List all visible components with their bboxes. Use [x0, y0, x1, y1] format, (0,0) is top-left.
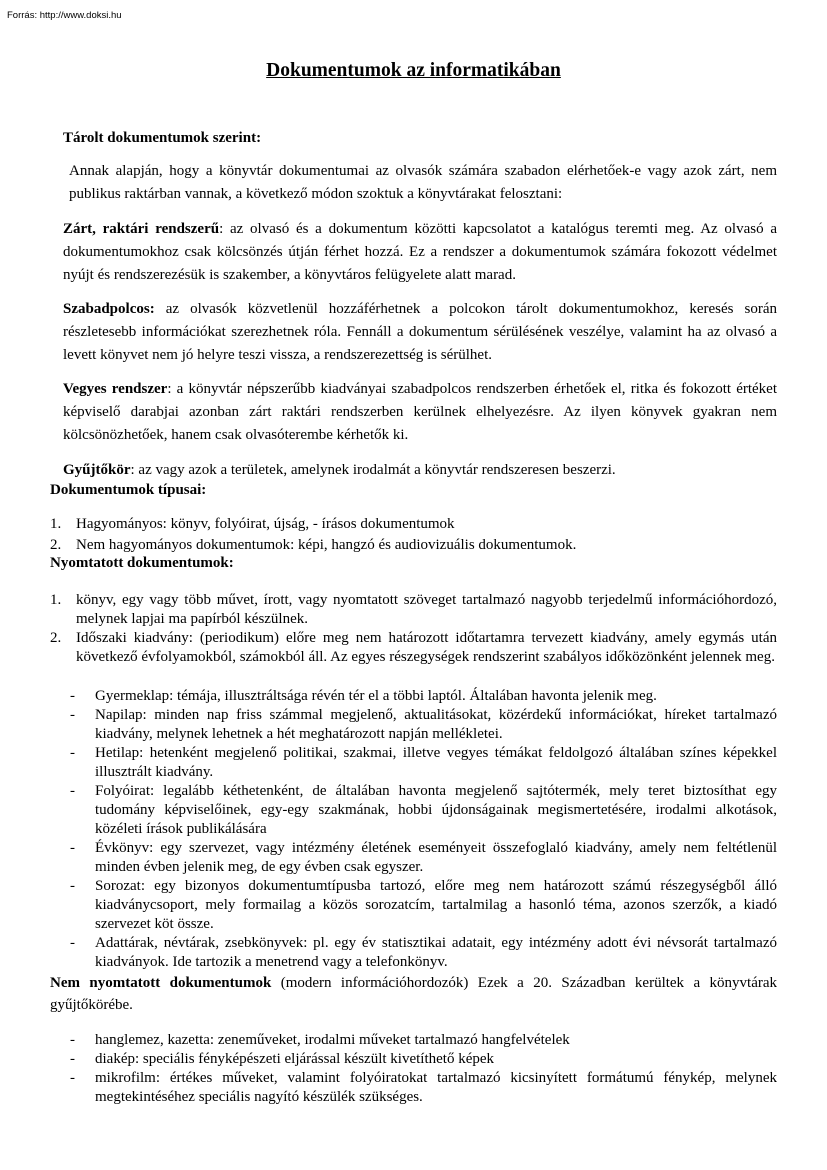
- nonprinted-text: (modern információhordozók) Ezek a 20. Században kerültek a könyvtárak gyűjtőkörébe.: [50, 975, 777, 1013]
- nonprinted-term: Nem nyomtatott dokumentumok: [50, 975, 272, 991]
- printed-heading: Nyomtatott dokumentumok:: [50, 555, 234, 571]
- dash-bullet: -: [70, 707, 75, 723]
- collection-scope-text: : az vagy azok a területek, amelynek irodalmát a könyvtár rendszeresen beszerzi.: [130, 462, 616, 478]
- mixed-system-text: : a könyvtár népszerűbb kiadványai szabadpolcos rendszerben érhetőek el, ritka és fokozott értéket képviselő darabjai azonban zárt raktári rendszerben kerülnek elhelyezésre. Az ilyen könyvek gyakran nem kölcsönözhetőek, hanem csak olvasóterembe kérhetők ki.: [63, 381, 777, 443]
- list-item: [70, 687, 777, 706]
- list-item-text: Folyóirat: legalább kéthetenként, de általában havonta megjelenő sajtótermék, mely teret biztosíthat egy tudomány képviselőinek, egy-egy szakmának, hobbi újdonságainak megismertetésére, irodalmi alkotások, közéleti írások publikálására: [95, 783, 777, 837]
- list-item-text: Hetilap: hetenként megjelenő politikai, szakmai, illetve vegyes témákat feldolgozó általában színes képekkel illusztrált kiadvány.: [95, 745, 777, 780]
- dash-bullet: -: [70, 1051, 75, 1067]
- closed-system-paragraph: [63, 218, 777, 287]
- list-item-text: hanglemez, kazetta: zeneműveket, irodalmi műveket tartalmazó hangfelvételek: [95, 1032, 570, 1048]
- dash-bullet: -: [70, 745, 75, 761]
- printed-list: [50, 591, 777, 667]
- list-item-text: Sorozat: egy bizonyos dokumentumtípusba tartozó, előre meg nem határozott számú részegységből álló kiadványcsoport, mely formailag a közös sorozatcím, tartalmilag a hasonló téma, azonos szerzők, a kiadó szervezet köt össze.: [95, 878, 777, 932]
- list-item: [70, 934, 777, 972]
- list-item-text: Gyermeklap: témája, illusztráltsága révén tér el a többi laptól. Általában havonta jelenik meg.: [95, 688, 657, 704]
- list-item-text: diakép: speciális fényképészeti eljárással készült kivetíthető képek: [95, 1051, 495, 1067]
- list-item-text: Hagyományos: könyv, folyóirat, újság, - írásos dokumentumok: [76, 516, 455, 532]
- closed-system-term: Zárt, raktári rendszerű: [63, 221, 220, 237]
- list-item: [50, 629, 777, 667]
- open-shelf-paragraph: [63, 298, 777, 367]
- dash-bullet: -: [70, 840, 75, 856]
- list-item: [70, 782, 777, 839]
- dash-bullet: -: [70, 935, 75, 951]
- mixed-system-paragraph: [63, 378, 777, 447]
- list-number: 2.: [50, 537, 62, 553]
- list-item: [70, 877, 777, 934]
- open-shelf-term: Szabadpolcos:: [63, 301, 155, 317]
- page-title: Dokumentumok az informatikában: [266, 60, 561, 81]
- nonprinted-paragraph: [50, 972, 777, 1016]
- list-item-text: Adattárak, névtárak, zsebkönyvek: pl. egy év statisztikai adatait, egy intézmény adott évi névsorát tartalmazó kiadványok. Ide tartozik a menetrend vagy a telefonkönyv.: [95, 935, 777, 970]
- nonprinted-list: [70, 1031, 777, 1107]
- list-item-text: Nem hagyományos dokumentumok: képi, hangzó és audiovizuális dokumentumok.: [76, 537, 577, 553]
- collection-scope-term: Gyűjtőkör: [63, 462, 131, 478]
- list-item-text: mikrofilm: értékes műveket, valamint folyóiratokat tartalmazó kicsinyített formátumú fénykép, melynek megtekintéséhez speciális nagyító készülék szükséges.: [95, 1070, 777, 1105]
- types-heading: Dokumentumok típusai:: [50, 482, 207, 498]
- list-number: 1.: [50, 592, 62, 608]
- list-item: [70, 839, 777, 877]
- source-note: Forrás: http://www.doksi.hu: [7, 10, 122, 21]
- list-item: [70, 1031, 777, 1050]
- list-item: [70, 706, 777, 744]
- list-number: 2.: [50, 630, 62, 646]
- list-item: [70, 1069, 777, 1107]
- stored-heading: Tárolt dokumentumok szerint:: [63, 130, 262, 146]
- intro-paragraph: Annak alapján, hogy a könyvtár dokumentumai az olvasók számára szabadon elérhetőek-e vagy azok zárt, nem publikus raktárban vannak, a következő módon szoktuk a könyvtárakat felosztani:: [69, 163, 777, 202]
- list-item: [70, 744, 777, 782]
- list-item-text: Évkönyv: egy szervezet, vagy intézmény életének eseményeit összefoglaló kiadvány, amely nem feltétlenül minden évben jelenik meg, de egy évben csak egyszer.: [95, 840, 777, 875]
- mixed-system-term: Vegyes rendszer: [63, 381, 168, 397]
- list-item: [50, 591, 777, 629]
- types-list: [50, 514, 777, 556]
- list-item-text: Időszaki kiadvány: (periodikum) előre meg nem határozott időtartamra tervezett kiadvány, amely egymás után következő évfolyamokból, számokból áll. Az egyes részegységek rendszerint szabályos időközönként jelennek meg.: [76, 630, 777, 665]
- closed-system-text: : az olvasó és a dokumentum közötti kapcsolatot a katalógus teremti meg. Az olvasó a dokumentumokhoz csak kölcsönzés útján férhet hozzá. Ez a rendszer a dokumentumok számára fokozott védelmet nyújt és rendszerezésük is szakember, a könyvtáros felügyelete alatt marad.: [63, 221, 777, 283]
- dash-bullet: -: [70, 878, 75, 894]
- dash-bullet: -: [70, 1032, 75, 1048]
- open-shelf-text: az olvasók közvetlenül hozzáférhetnek a polcokon tárolt dokumentumokhoz, keresés során részletesebb információkat szerezhetnek róla. Fennáll a dokumentum sérülésének veszélye, valamint ha az olvasó a levett könyvet nem jó helyre teszi vissza, a rendszerezettség is sérülhet.: [63, 301, 777, 363]
- list-item: [50, 514, 777, 535]
- dash-bullet: -: [70, 783, 75, 799]
- dash-bullet: -: [70, 1070, 75, 1086]
- dash-bullet: -: [70, 688, 75, 704]
- list-item-text: könyv, egy vagy több művet, írott, vagy nyomtatott szöveget tartalmazó nagyobb terjedelmű információhordozó, melynek lapjai ma papírból készülnek.: [76, 592, 777, 627]
- list-number: 1.: [50, 516, 62, 532]
- list-item: [70, 1050, 777, 1069]
- list-item-text: Napilap: minden nap friss számmal megjelenő, aktualitásokat, közérdekű információkat, híreket tartalmazó kiadvány, melynek lehetnek a hét meghatározott napján mellékletei.: [95, 707, 777, 742]
- periodical-types-list: [70, 687, 777, 972]
